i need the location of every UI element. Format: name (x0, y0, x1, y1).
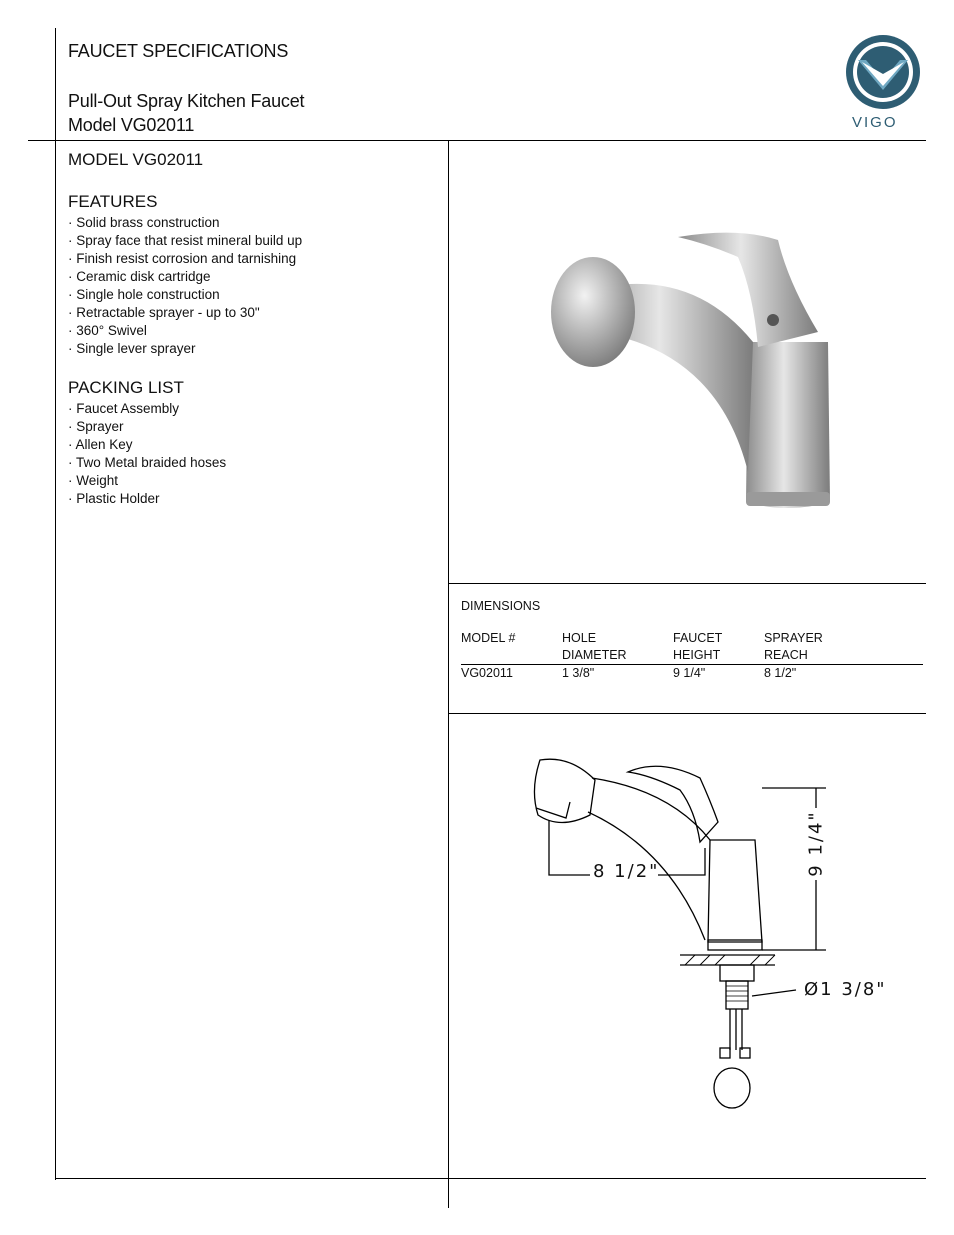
height-dimension-label: 9 1/4" (805, 810, 827, 877)
list-item: · Ceramic disk cartridge (68, 268, 438, 286)
hole-dimension-label: Ø1 3/8" (804, 979, 887, 1000)
photo-divider (448, 583, 926, 584)
list-item: · Finish resist corrosion and tarnishing (68, 250, 438, 268)
list-item: · Faucet Assembly (68, 400, 438, 418)
header-model: MODEL # (461, 631, 516, 645)
list-item: · 360° Swivel (68, 322, 438, 340)
features-list (68, 214, 438, 358)
product-photo (538, 222, 848, 530)
dimensions-divider (448, 713, 926, 714)
list-item: · Allen Key (68, 436, 438, 454)
technical-drawing (500, 750, 920, 1130)
packing-heading: PACKING LIST (68, 378, 184, 397)
list-item: · Weight (68, 472, 438, 490)
header-hole-1: HOLE (562, 631, 597, 645)
cell-model: VG02011 (461, 666, 513, 680)
header-height-2: HEIGHT (673, 648, 721, 662)
header-reach-2: REACH (764, 648, 808, 662)
header-hole-2: DIAMETER (562, 648, 627, 662)
dimensions-title: DIMENSIONS (461, 599, 541, 613)
cell-reach: 8 1/2" (764, 666, 797, 680)
list-item: · Two Metal braided hoses (68, 454, 438, 472)
left-column (68, 150, 438, 508)
model-line: Model VG02011 (68, 115, 195, 135)
list-item: · Sprayer (68, 418, 438, 436)
left-margin-line (55, 28, 56, 1180)
vigo-logo-text: VIGO (852, 114, 898, 131)
header-divider (28, 140, 926, 141)
table-header-row (461, 630, 923, 665)
vigo-logo (838, 32, 928, 132)
dimensions-table (461, 630, 923, 686)
list-item: · Retractable sprayer - up to 30" (68, 304, 438, 322)
model-heading: MODEL VG02011 (68, 150, 204, 169)
list-item: · Single hole construction (68, 286, 438, 304)
list-item: · Spray face that resist mineral build up (68, 232, 438, 250)
column-divider (448, 140, 449, 1208)
features-heading: FEATURES (68, 192, 158, 211)
cell-hole: 1 3/8" (562, 666, 595, 680)
spec-title: FAUCET SPECIFICATIONS (68, 41, 289, 61)
cell-height: 9 1/4" (673, 666, 706, 680)
list-item: · Single lever sprayer (68, 340, 438, 358)
reach-dimension-label: 8 1/2" (593, 861, 660, 882)
header-height-1: FAUCET (673, 631, 723, 645)
list-item: · Plastic Holder (68, 490, 438, 508)
footer-divider (55, 1178, 926, 1179)
header-reach-1: SPRAYER (764, 631, 823, 645)
packing-list (68, 400, 438, 508)
product-name: Pull-Out Spray Kitchen Faucet (68, 91, 305, 111)
list-item: · Solid brass construction (68, 214, 438, 232)
